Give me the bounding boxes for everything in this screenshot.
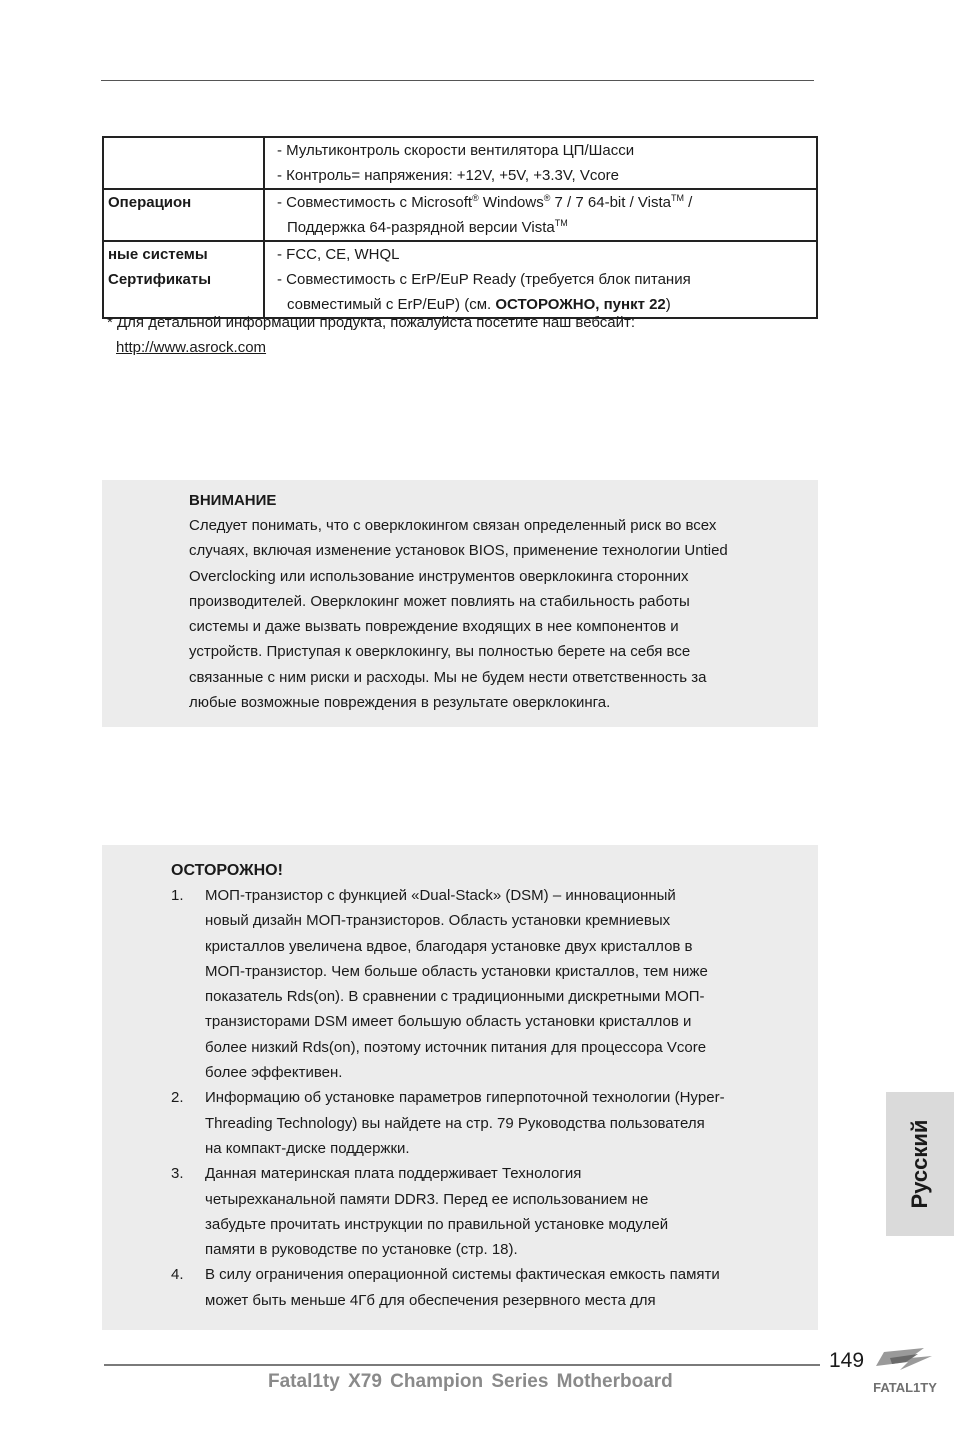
logo-text: FATAL1TY xyxy=(873,1380,937,1395)
caution-item xyxy=(171,1085,725,1161)
specifications-table xyxy=(102,136,818,319)
caution-item-line: забудьте прочитать инструкции по правильной установке модулей xyxy=(205,1215,669,1233)
caution-item xyxy=(171,883,725,1085)
caution-item-line: В силу ограничения операционной системы фактическая емкость памяти xyxy=(205,1266,720,1284)
caution-item-line: может быть меньше 4Гб для обеспечения резервного места для xyxy=(205,1291,656,1309)
spec-label xyxy=(103,189,264,241)
spec-value-line: - FCC, CE, WHQL xyxy=(277,246,400,263)
caution-item-line: новый дизайн МОП-транзисторов. Область установки кремниевых xyxy=(205,912,671,930)
spec-value xyxy=(264,241,817,318)
spec-row xyxy=(103,241,817,318)
caution-item xyxy=(171,1161,725,1262)
caution-item-line: более эффективен. xyxy=(205,1064,343,1082)
bottom-rule xyxy=(104,1364,820,1366)
footnote xyxy=(107,310,635,360)
warning-line: случаях, включая изменение установок BIOS, применение технологии Untied xyxy=(189,542,728,560)
warning-line: связанные с ним риски и расходы. Мы не будем нести ответственность за xyxy=(189,668,707,686)
caution-item-line: МОП-транзистор с функцией «Dual-Stack» (DSM) – инновационный xyxy=(205,887,676,904)
spec-row xyxy=(103,137,817,189)
fatal1ty-logo-icon xyxy=(862,1340,948,1402)
caution-item-line: на компакт-диске поддержки. xyxy=(205,1139,410,1157)
spec-label xyxy=(103,241,264,318)
spec-value-line: совместимый с ErP/EuP) (см. ОСТОРОЖНО, пункт 22) xyxy=(287,296,671,313)
warning-line: Overclocking или использование инструментов оверклокинга сторонних xyxy=(189,567,689,585)
spec-value-line: - Контроль= напряжения: +12V, +5V, +3.3V, Vcore xyxy=(277,167,620,184)
language-tab xyxy=(886,1092,954,1236)
warning-title: ВНИМАНИЕ xyxy=(189,492,277,509)
caution-item-line: показатель Rds(on). В сравнении с традиционными дискретными МОП- xyxy=(205,988,705,1006)
caution-item-line: Информацию об установке параметров гиперпоточной технологии (Hyper- xyxy=(205,1089,725,1107)
caution-item-line: транзисторами DSM имеет большую область установки кристаллов и xyxy=(205,1013,692,1031)
footer-title: Fatal1ty X79 Champion Series Motherboard xyxy=(268,1371,673,1392)
caution-item-number: 1. xyxy=(171,887,184,904)
spec-label-line: Сертификаты xyxy=(108,271,212,288)
caution-item-line: МОП-транзистор. Чем больше область установки кристаллов, тем ниже xyxy=(205,962,708,980)
warning-line: устройств. Приступая к оверклокингу, вы полностью берете на себя все xyxy=(189,643,691,661)
spec-value-line: - Мультиконтроль скорости вентилятора ЦП/Шасси xyxy=(277,142,635,159)
caution-list xyxy=(171,883,725,1313)
caution-item-number: 3. xyxy=(171,1165,184,1183)
caution-item-line: более низкий Rds(on), поэтому источник питания для процессора Vcore xyxy=(205,1038,707,1056)
warning-line: любые возможные повреждения в результате оверклокинга. xyxy=(189,694,611,712)
spec-value xyxy=(264,189,817,241)
warning-line: системы и даже вызвать повреждение входящих в нее компонентов и xyxy=(189,618,679,636)
warning-line: Следует понимать, что с оверклокингом связан определенный риск во всех xyxy=(189,517,717,534)
caution-box xyxy=(102,845,818,1330)
caution-item-line: Threading Technology) вы найдете на стр. 79 Руководства пользователя xyxy=(205,1114,705,1132)
spec-value-line: - Совместимость с Microsoft® Windows® 7 / 7 64-bit / Vista™ / xyxy=(277,193,693,211)
warning-text xyxy=(189,513,728,715)
caution-item-line: четырехканальной памяти DDR3. Перед ее использованием не xyxy=(205,1190,649,1208)
caution-item-number: 4. xyxy=(171,1266,184,1284)
caution-title: ОСТОРОЖНО! xyxy=(171,862,283,879)
top-rule xyxy=(101,80,814,81)
caution-item-number: 2. xyxy=(171,1089,184,1107)
caution-item xyxy=(171,1262,725,1313)
warning-box xyxy=(102,480,818,727)
spec-label xyxy=(103,137,264,189)
language-tab-label: Русский xyxy=(907,1119,932,1209)
spec-label-line: Операцион xyxy=(108,194,192,211)
page-number: 149 xyxy=(829,1349,865,1372)
asrock-website-link[interactable]: http://www.asrock.com xyxy=(116,339,267,356)
caution-item-line: Данная материнская плата поддерживает Технология xyxy=(205,1165,582,1183)
spec-label-line: ные системы xyxy=(108,246,208,263)
spec-row xyxy=(103,189,817,241)
caution-item-line: памяти в руководстве по установке (стр. 18). xyxy=(205,1241,518,1259)
footnote-text: * Для детальной информации продукта, пожалуйста посетите наш вебсайт: xyxy=(107,314,636,331)
spec-value xyxy=(264,137,817,189)
spec-value-line: - Совместимость с ErP/EuP Ready (требуется блок питания xyxy=(277,271,691,288)
spec-value-line: Поддержка 64-разрядной версии Vista™ xyxy=(287,218,568,236)
warning-line: производителей. Оверклокинг может повлиять на стабильность работы xyxy=(189,592,690,610)
caution-item-line: кристаллов увеличена вдвое, благодаря установке двух кристаллов в xyxy=(205,937,693,955)
